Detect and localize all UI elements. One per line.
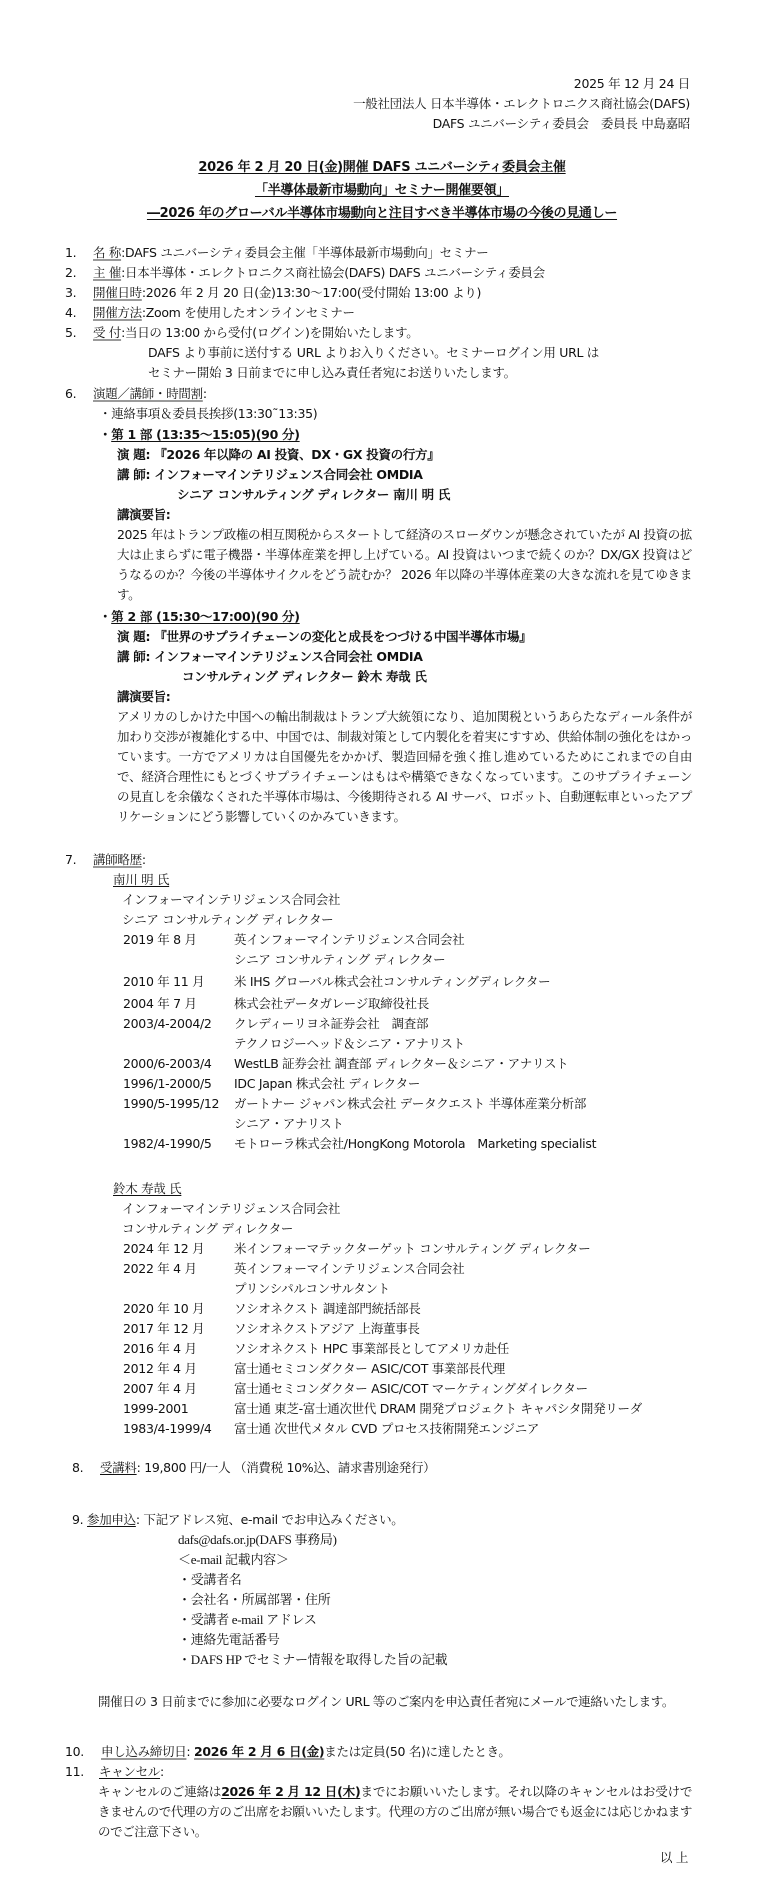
item-number: 4.: [65, 305, 77, 320]
item-label: キャンセル: [99, 1764, 161, 1779]
item-label: 参加申込: [87, 1512, 136, 1527]
email-content-item: ・連絡先電話番号: [178, 1632, 280, 1647]
email-content-item: ・会社名・所属部署・住所: [178, 1592, 331, 1607]
part2-heading: [99, 609, 300, 625]
part1-summary-label: 講演要旨:: [117, 507, 171, 522]
part2-speaker: [117, 649, 423, 665]
bio-title: シニア コンサルティング ディレクター: [122, 912, 334, 927]
topic-text: 『2026 年以降の AI 投資、DX・GX 投資の行方』: [154, 447, 440, 462]
history-description: 富士通 東芝-富士通次世代 DRAM 開発プロジェクト キャパシタ開発リーダ: [234, 1401, 642, 1416]
history-description: シニア・アナリスト: [234, 1116, 344, 1131]
email-content-item: ・DAFS HP でセミナー情報を取得した旨の記載: [178, 1652, 448, 1667]
bios-heading: [65, 852, 146, 868]
item-apply: [72, 1512, 404, 1528]
item-reception: [65, 325, 418, 341]
item-label: 申し込み締切日: [101, 1744, 187, 1759]
item-value: :Zoom を使用したオンラインセミナー: [141, 305, 355, 320]
cancel-text-before: キャンセルのご連絡は: [98, 1784, 222, 1799]
item-label: 受 付: [93, 325, 122, 340]
item-label: 演題／講師・時間割: [93, 386, 203, 401]
item-number: 6.: [65, 386, 77, 401]
item-fee: [72, 1460, 435, 1476]
part1-speaker-title: シニア コンサルティング ディレクター 南川 明 氏: [177, 487, 451, 502]
history-date: 1983/4-1999/4: [123, 1421, 212, 1436]
history-description: 富士通 次世代メタル CVD プロセス技術開発エンジニア: [234, 1421, 540, 1436]
speaker-label: 講 師:: [117, 649, 151, 664]
part1-speaker: [117, 467, 423, 483]
opening-remarks: ・連絡事項＆委員長挨拶(13:30˜13:35): [99, 406, 318, 421]
history-description: モトローラ株式会社/HongKong Motorola Marketing specialist: [234, 1136, 597, 1151]
part2-summary-label: 講演要旨:: [117, 689, 171, 704]
colon: :: [141, 852, 146, 867]
history-date: 1999-2001: [123, 1401, 189, 1416]
reception-note-1: DAFS より事前に送付する URL よりお入りください。セミナーログイン用 URL は: [148, 345, 600, 360]
history-date: 1990/5-1995/12: [123, 1096, 220, 1111]
history-date: 2003/4-2004/2: [123, 1016, 212, 1031]
login-notice: 開催日の 3 日前までに参加に必要なログイン URL 等のご案内を申込責任者宛にメールで連絡いたします。: [98, 1694, 674, 1709]
bullet: ・: [99, 609, 112, 624]
speaker-org: インフォーマインテリジェンス合同会社 OMDIA: [154, 649, 423, 664]
item-label: 講師略歴: [93, 852, 142, 867]
history-description: 富士通セミコンダクター ASIC/COT マーケティングダイレクター: [234, 1381, 588, 1396]
item-value: : 19,800 円/一人 （消費税 10%込、請求書別途発行）: [136, 1460, 436, 1475]
item-label: 開催日時: [93, 285, 142, 300]
history-date: 2019 年 8 月: [123, 932, 197, 947]
deadline-rest: または定員(50 名)に達したとき。: [324, 1744, 511, 1759]
history-description: 米インフォーマテックターゲット コンサルティング ディレクター: [234, 1241, 591, 1256]
item-label: 名 称: [93, 245, 122, 260]
history-date: 2010 年 11 月: [123, 974, 205, 989]
bio-title: コンサルティング ディレクター: [122, 1221, 294, 1236]
cancel-policy: [98, 1782, 692, 1842]
part1-topic: [117, 447, 439, 463]
email-content-item: ・受講者名: [178, 1572, 242, 1587]
item-number: 10.: [65, 1744, 84, 1759]
topic-label: 演 題:: [117, 629, 151, 644]
part2-speaker-title: コンサルティング ディレクター 鈴木 寿哉 氏: [182, 669, 427, 684]
speaker-name-minamikawa: 南川 明 氏: [113, 872, 170, 887]
speaker-org: インフォーマインテリジェンス合同会社 OMDIA: [154, 467, 423, 482]
colon: :: [186, 1744, 191, 1759]
history-date: 1982/4-1990/5: [123, 1136, 212, 1151]
topic-label: 演 題:: [117, 447, 151, 462]
item-value: : 下記アドレス宛、e-mail でお申込みください。: [135, 1512, 404, 1527]
item-number: 11.: [65, 1764, 84, 1779]
history-description: IDC Japan 株式会社 ディレクター: [234, 1076, 421, 1091]
history-description: テクノロジーヘッド＆シニア・アナリスト: [234, 1036, 465, 1051]
history-description: シニア コンサルティング ディレクター: [234, 952, 446, 967]
title-line-1: 2026 年 2 月 20 日(金)開催 DAFS ユニバーシティ委員会主催: [198, 160, 566, 175]
item-datetime: [65, 285, 481, 301]
cancel-date: 2026 年 2 月 12 日(木): [221, 1784, 361, 1799]
history-description: 富士通セミコンダクター ASIC/COT 事業部長代理: [234, 1361, 505, 1376]
part1-heading: [99, 427, 300, 443]
history-description: 英インフォーマインテリジェンス合同会社: [234, 932, 465, 947]
history-date: 2022 年 4 月: [123, 1261, 197, 1276]
part2-topic: [117, 629, 531, 645]
bullet: ・: [99, 427, 112, 442]
item-host: [65, 265, 545, 281]
item-number: 2.: [65, 265, 77, 280]
item-label: 主 催: [93, 265, 122, 280]
part1-title: 第 1 部 (13:35～15:05)(90 分): [111, 427, 300, 442]
history-date: 2012 年 4 月: [123, 1361, 197, 1376]
history-description: クレディーリヨネ証券会社 調査部: [234, 1016, 429, 1031]
colon: :: [160, 1764, 164, 1779]
bio-org: インフォーマインテリジェンス合同会社: [122, 1201, 341, 1216]
contact-email-link[interactable]: dafs@dafs.or.jp(DAFS 事務局): [178, 1532, 337, 1547]
item-number: 9.: [72, 1512, 84, 1527]
title-line-2: 「半導体最新市場動向」セミナー開催要領」: [254, 183, 509, 198]
speaker-label: 講 師:: [117, 467, 151, 482]
deadline-date: 2026 年 2 月 6 日(金): [194, 1744, 325, 1759]
item-value: :当日の 13:00 から受付(ログイン)を開始いたします。: [121, 325, 419, 340]
topic-text: 『世界のサプライチェーンの変化と成長をつづける中国半導体市場』: [154, 629, 532, 644]
item-value: :DAFS ユニバーシティ委員会主催「半導体最新市場動向」セミナー: [121, 245, 489, 260]
item-value: :: [202, 386, 207, 401]
history-date: 2024 年 12 月: [123, 1241, 205, 1256]
part2-title: 第 2 部 (15:30～17:00)(90 分): [111, 609, 300, 624]
history-description: 株式会社データガレージ取締役社長: [234, 996, 429, 1011]
history-description: プリンシパルコンサルタント: [234, 1281, 390, 1296]
sender-committee: DAFS ユニバーシティ委員会 委員長 中島嘉昭: [432, 116, 690, 131]
bio-org: インフォーマインテリジェンス合同会社: [122, 892, 341, 907]
item-program: [65, 386, 207, 402]
history-date: 2016 年 4 月: [123, 1341, 197, 1356]
item-value: :日本半導体・エレクトロニクス商社協会(DAFS) DAFS ユニバーシティ委員会: [121, 265, 545, 280]
item-deadline: [65, 1744, 511, 1760]
history-description: ソシオネクスト 調達部門統括部長: [234, 1301, 421, 1316]
history-description: 英インフォーマインテリジェンス合同会社: [234, 1261, 465, 1276]
history-date: 2004 年 7 月: [123, 996, 197, 1011]
part1-summary: 2025 年はトランプ政権の相互関税からスタートして経済のスローダウンが懸念されていたが AI 投資の拡大は止まらずに電子機器・半導体産業を押し上げている。AI 投資はいつまで続くのか？DX/GX 投資はどうなるのか？今後の半導体サイクルをどう読むか？ 2026 年以降の半導体産業の大きな流れを見てゆきます。: [117, 527, 692, 602]
email-content-item: ・受講者 e-mail アドレス: [178, 1612, 317, 1627]
item-number: 8.: [72, 1460, 84, 1475]
sender-organization: 一般社団法人 日本半導体・エレクトロニクス商社協会(DAFS): [353, 96, 690, 111]
item-value: :2026 年 2 月 20 日(金)13:30～17:00(受付開始 13:00 より): [141, 285, 482, 300]
history-description: 米 IHS グローバル株式会社コンサルティングディレクター: [234, 974, 551, 989]
reception-note-2: セミナー開始 3 日前までに申し込み責任者宛にお送りいたします。: [148, 365, 516, 380]
document-date: 2025 年 12 月 24 日: [573, 76, 690, 91]
item-cancel: [65, 1764, 164, 1780]
speaker-name-suzuki: 鈴木 寿哉 氏: [113, 1181, 182, 1196]
history-description: WestLB 証券会社 調査部 ディレクター＆シニア・アナリスト: [234, 1056, 569, 1071]
history-date: 2020 年 10 月: [123, 1301, 205, 1316]
item-number: 1.: [65, 245, 77, 260]
history-date: 2017 年 12 月: [123, 1321, 205, 1336]
item-number: 3.: [65, 285, 77, 300]
history-description: ソシオネクスト HPC 事業部長としてアメリカ赴任: [234, 1341, 509, 1356]
item-number: 7.: [65, 852, 77, 867]
item-label: 開催方法: [93, 305, 142, 320]
history-description: ソシオネクストアジア 上海董事長: [234, 1321, 420, 1336]
cancel-text-after: までにお願いいたします。それ以降のキャンセルはお受けできませんので代理の方のご出席をお願いいたします。代理の方のご出席が無い場合でも返金には応じかねますのでご注意下さい。: [98, 1784, 692, 1839]
history-date: 2007 年 4 月: [123, 1381, 197, 1396]
item-name: [65, 245, 488, 261]
history-date: 1996/1-2000/5: [123, 1076, 212, 1091]
closing-mark: 以 上: [660, 1850, 689, 1865]
item-number: 5.: [65, 325, 77, 340]
history-date: 2000/6-2003/4: [123, 1056, 212, 1071]
history-description: ガートナー ジャパン株式会社 データクエスト 半導体産業分析部: [234, 1096, 587, 1111]
part2-summary: アメリカのしかけた中国への輸出制裁はトランプ大統領になり、追加関税というあらたなディール条件が加わり交渉が複雑化する中、中国では、制裁対策として内製化を着実にすすめ、供給体制の強化をはかっています。一方でアメリカは自国優先をかかげ、製造回帰を強く推し進めているためにこれまでの自由で、経済合理性にもとづくサプライチェーンはもはや構築できなくなっています。このサプライチェーンの見直しを余儀なくされた半導体市場は、今後期待される AI サーバ、ロボット、自動運転車といったアプリケーションにどう影響していくのかみていきます。: [117, 709, 692, 824]
title-line-3: ―2026 年のグローバル半導体市場動向と注目すべき半導体市場の今後の見通しー: [146, 206, 618, 221]
item-method: [65, 305, 355, 321]
item-label: 受講料: [100, 1460, 137, 1475]
email-contents-heading: ＜e-mail 記載内容＞: [178, 1552, 289, 1567]
